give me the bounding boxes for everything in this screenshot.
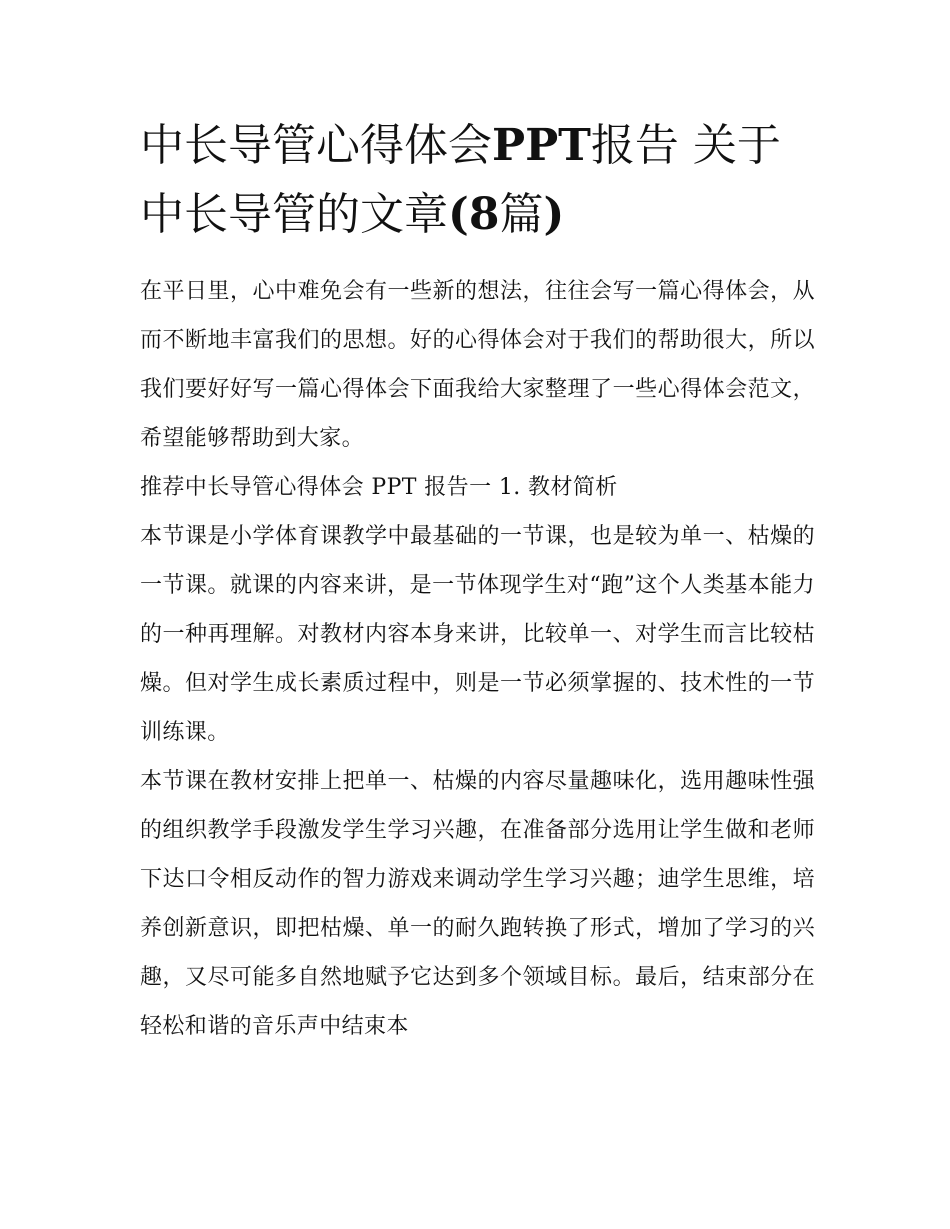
title-text-3: 篇 [499, 188, 544, 240]
document-title [140, 112, 815, 249]
title-text-close: ) [543, 188, 565, 240]
body-paragraph-1: 本节课是小学体育课教学中最基础的一节课，也是较为单一、枯燥的一节课。就课的内容来讲，是一节体现学生对“跑”这个人类基本能力的一种再理解。对教材内容本身来讲，比较单一、对学生而言比较枯燥。但对学生成长素质过程中，则是一节必须掌握的、技术性的一节训练课。 [140, 524, 815, 746]
document-content [140, 112, 815, 1051]
intro-paragraph: 在平日里，心中难免会有一些新的想法，往往会写一篇心得体会，从而不断地丰富我们的思想。好的心得体会对于我们的帮助很大，所以我们要好好写一篇心得体会下面我给大家整理了一些心得体会范文，希望能够帮助到大家。 [140, 279, 815, 452]
section-heading: 推荐中长导管心得体会 PPT 报告一 1. 教材简析 [140, 475, 618, 501]
title-text-ppt: PPT [492, 120, 591, 171]
title-text-2: 报告 关于中长导管的文章 [140, 120, 781, 240]
body-paragraph-2: 本节课在教材安排上把单一、枯燥的内容尽量趣味化，选用趣味性强的组织教学手段激发学生学习兴趣，在准备部分选用让学生做和老师下达口令相反动作的智力游戏来调动学生学习兴趣；迪学生思维，培养创新意识，即把枯燥、单一的耐久跑转换了形式，增加了学习的兴趣，又尽可能多自然地赋予它达到多个领域目标。最后，结束部分在轻松和谐的音乐声中结束本 [140, 769, 815, 1040]
title-text-1: 中长导管心得体会 [140, 120, 492, 171]
title-text-count: (8 [448, 188, 500, 240]
